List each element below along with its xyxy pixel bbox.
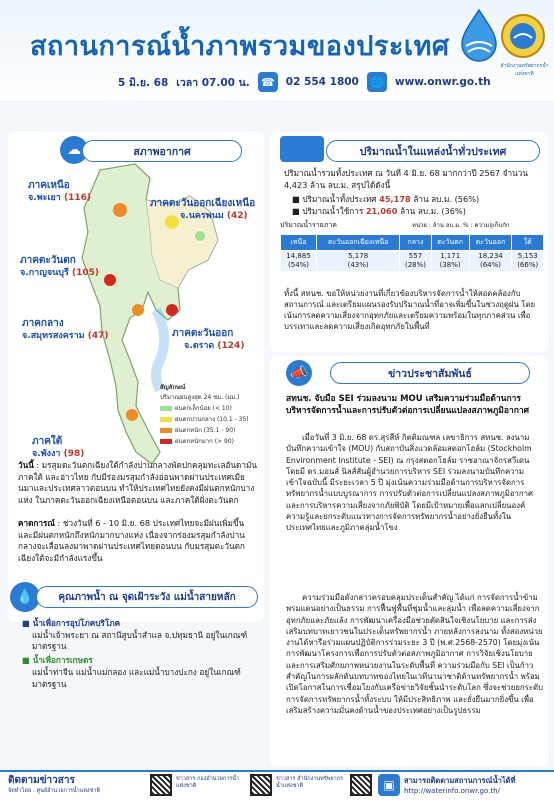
regional-water-table (280, 234, 544, 272)
org-label: จัดทำโดย : ศูนย์อำนวยการน้ำแห่งชาติ (8, 788, 101, 794)
water-intro: ปริมาณน้ำรวมทั้งประเทศ ณ วันที่ 4 มิ.ย. 68 มากกว่าปี 2567 จำนวน 4,423 ล้าน ลบ.ม. สรุปได้ดังนี้ (284, 168, 528, 190)
col-header: ตะวันออก (469, 235, 512, 251)
website-link[interactable]: www.onwr.go.th (394, 76, 491, 88)
news-paragraph-2: ความร่วมมือดังกล่าวครอบคลุมประเด็นสำคัญ ได้แก่ การจัดการน้ำข้ามพรมแดนอย่างเป็นธรรม การฟื้นฟูพื้นที่ชุ่มน้ำและลุ่มน้ำ เพื่อลดความเสี่ยงจากอุทกภัยและภัยแล้ง การพัฒนาเครื่องมือช่วยตัดสินใจเชิงนโยบาย และการส่งเสริมบทบาทเยาวชนในประเด็นทรัพยากรน้ำ ภายหลังการลงนาม ทั้งสองหน่วยงานได้หารือร่วมแผนปฏิบัติการร่วมระยะ 3 ปี (พ.ศ.2568-2570) โดยมุ่งเน้นการพัฒนาโครงการเพื่อการปรับตัวต่อสภาพภูมิอากาศ การวิจัยเชิงนโยบาย และการเสริมศักยภาพหน่วยงานในระดับพื้นที่ ความร่วมมือกับ SEI เป็นก้าวสำคัญในการผลักดันบทบาทของไทยในเวทีนานาชาติด้านทรัพยากรน้ำ พร้อมเปิดโอกาสในการเชื่อมโยงกับเครือข่ายวิจัยชั้นนำระดับโลก ซึ่งจะช่วยยกระดับการจัดการทรัพยากรน้ำทั้งระบบ ให้มีประสิทธิภาพ และยั่งยืนมากยิ่งขึ้น เพื่อเสริมสร้างความมั่นคงด้านน้ำของประเทศอย่างเป็นรูปธรรม (286, 593, 544, 715)
table-cell: 5,178 (43%) (317, 251, 400, 272)
weather-heading: สภาพอากาศ (82, 140, 242, 162)
globe-icon: 🌐 (367, 72, 387, 92)
qr-caption: ข่าวสาร สำนักงานทรัพยากรน้ำแห่งชาติ (276, 776, 343, 789)
phone-number[interactable]: 02 554 1800 (285, 76, 359, 88)
table-cell: 18,234 (64%) (469, 251, 512, 272)
table-caption: ปริมาณน้ำรายภาค (280, 221, 337, 229)
region-north: ภาคเหนือ จ.พะเยา (116) (28, 180, 92, 203)
region-east: ภาคตะวันออก จ.ตราด (124) (172, 328, 245, 351)
monitor-icon: ▣ (378, 774, 400, 796)
cloud-icon: ☁ (60, 136, 88, 164)
water-quality-list: ■ น้ำเพื่อการอุปโภคบริโภค แม่น้ำเจ้าพระยา ณ สถานีสูบน้ำสำแล จ.ปทุมธานี อยู่ในเกณฑ์มาตรฐาน ■ น้ำเพื่อการเกษตร แม่น้ำท่าจีน แม่น้ำแม่กลอง และแม่น้ำบางปะกง อยู่ในเกณฑ์มาตรฐาน (22, 618, 258, 690)
onwr-seal-logo (500, 12, 546, 62)
table-cell: 1,171 (38%) (431, 251, 469, 272)
table-cell: 557 (28%) (400, 251, 432, 272)
info-bar (118, 70, 491, 94)
news-paragraph-1: เมื่อวันที่ 3 มิ.ย. 68 ดร.สุรสีห์ กิตติมณฑล เลขาธิการ สทนช. ลงนามบันทึกความเข้าใจ (MOU) กับสถาบันสิ่งแวดล้อมสตอกโฮล์ม (Stockholm Environment Institute - SEI) ณ กรุงสตอกโฮล์ม ราชอาณาจักรสวีเดน โดยมี ดร.มอนส์ นิลส์สันผู้อำนวยการบริหาร SEI ร่วมลงนามบันทึกความเข้าใจฉบับนี้ มีระยะเวลา 5 ปี มุ่งเน้นความร่วมมือด้านการบริหารจัดการทรัพยากรน้ำแบบบูรณาการ การปรับตัวต่อการเปลี่ยนแปลงสภาพภูมิอากาศ และการบริหารความเสี่ยงจากภัยพิบัติ โดยมีเป้าหมายเพื่อแลกเปลี่ยนองค์ความรู้และยกระดับแนวทางการจัดการทรัพยากรน้ำอย่างยั่งยืนทั้งในประเทศไทยและภูมิภาคลุ่มน้ำโขง (286, 433, 533, 533)
water-quality-icon: 💧 (10, 582, 40, 612)
logo-caption: สำนักงานทรัพยากรน้ำแห่งชาติ (500, 63, 549, 77)
water-note: ทั้งนี้ สทนช. ขอให้หน่วยงานที่เกี่ยวข้องบริหารจัดการน้ำให้สอดคล้องกับสถานการณ์ และเตรียมแผนรองรับปริมาณน้ำที่อาจเพิ่มขึ้นในช่วงฤดูฝน โดยเน้นการลดความเสี่ยงจากอุทกภัยและเตรียมความพร้อมในทุกภาคส่วน เพื่อบรรเทาและลดความเสี่ยงเกิดอุทกภัยในพื้นที่ (284, 289, 536, 331)
col-header: ใต้ (512, 235, 544, 251)
dam-icon (280, 136, 324, 162)
water-heading: ปริมาณน้ำในแหล่งน้ำทั่วประเทศ (326, 140, 540, 162)
region-northeast: ภาคตะวันออกเฉียงเหนือ จ.นครพนม (42) (150, 198, 256, 221)
date-text: 5 มิ.ย. 68 (118, 76, 169, 89)
phone-icon: ☎ (258, 72, 278, 92)
weather-forecast: คาดการณ์ : ช่วงวันที่ 6 - 10 มิ.ย. 68 ประเทศไทยจะมีฝนเพิ่มขึ้น และมีฝนตกหนักถึงหนักมากบางแห่ง เนื่องจากร่องมรสุมกำลังปานกลางจะเลื่อนลงมาพาดผ่านประเทศไทยตอนบน กับมรสุมตะวันตกเฉียงใต้จะมีกำลังแรงขึ้น (18, 518, 245, 564)
weather-today: วันนี้ : มรสุมตะวันตกเฉียงใต้กำลังปานกลางพัดปกคลุมทะเลอันดามัน ภาคใต้ และอ่าวไทย กับมีร่องมรสุมกำลังอ่อนพาดผ่านประเทศเมียนมาและประเทศลาวตอนบน ทำให้ประเทศไทยยังคงมีฝนตกหนักบางแห่ง ในภาคตะวันออกเฉียงเหนือตอนบน และภาคใต้ฝั่งตะวันตก (18, 460, 257, 506)
col-header: ตะวันออกเฉียงเหนือ (317, 235, 400, 251)
water-bullets: ■ ปริมาณน้ำทั้งประเทศ 45,178 ล้าน ลบ.ม. (56%) ■ ปริมาณน้ำใช้การ 21,060 ล้าน ลบ.ม. (36%) (292, 194, 480, 216)
region-west: ภาคตะวันตก จ.กาญจนบุรี (105) (20, 255, 99, 278)
col-header: กลาง (400, 235, 432, 251)
table-cell: 5,153 (66%) (512, 251, 544, 272)
legend-swatch (160, 417, 172, 422)
region-central: ภาคกลาง จ.สมุทรสงคราม (47) (22, 318, 109, 341)
time-text: เวลา 07.00 น. (176, 76, 250, 89)
legend-swatch (160, 439, 172, 444)
quality-item: ■ น้ำเพื่อการเกษตร (22, 655, 93, 666)
quality-item: ■ น้ำเพื่อการอุปโภคบริโภค (22, 618, 121, 628)
region-south: ภาคใต้ จ.พังงา (98) (32, 436, 85, 459)
col-header: เหนือ (281, 235, 317, 251)
follow-label: ติดตามข่าวสาร (8, 775, 75, 786)
qr-code[interactable] (150, 774, 172, 796)
water-quality-heading: คุณภาพน้ำ ณ จุดเฝ้าระวัง แม่น้ำสายหลัก (36, 586, 258, 608)
qr-code[interactable] (350, 774, 372, 796)
col-header: ตะวันตก (431, 235, 469, 251)
page-title: สถานการณ์น้ำภาพรวมของประเทศ (30, 31, 450, 62)
news-headline: สทนช. จับมือ SEI ร่วมลงนาม MOU เสริมความร่วมมือด้านการบริหารจัดการน้ำและการปรับตัวต่อการเปลี่ยนแปลงสภาพภูมิอากาศ (286, 394, 530, 416)
info-label: สามารถติดตามสถานการณ์น้ำได้ที่ (404, 776, 516, 785)
table-unit: หน่วย : ล้าน ลบ.ม. % : ความจุเก็บกัก (412, 222, 510, 229)
news-heading: ข่าวประชาสัมพันธ์ (330, 362, 530, 384)
legend-swatch (160, 406, 172, 411)
legend-swatch (160, 428, 172, 433)
megaphone-icon: 📣 (286, 360, 312, 386)
water-drop-logo (456, 8, 502, 62)
qr-caption: ข่าวสาร กองอำนวยการน้ำแห่งชาติ (176, 776, 240, 789)
info-url[interactable]: http://waterinfo.onwr.go.th/ (404, 787, 500, 795)
rainfall-legend: สัญลักษณ์ ปริมาณฝนสูงสุด 24 ชม. (มม.) ฝนตกเล็กน้อย (< 10) ฝนตกปานกลาง (10.1 - 35) ฝนตกหนัก (35.1 - 90) ฝนตกหนักมาก (> 90) (160, 384, 249, 445)
qr-code[interactable] (250, 774, 272, 796)
table-cell: 14,885 (54%) (281, 251, 317, 272)
